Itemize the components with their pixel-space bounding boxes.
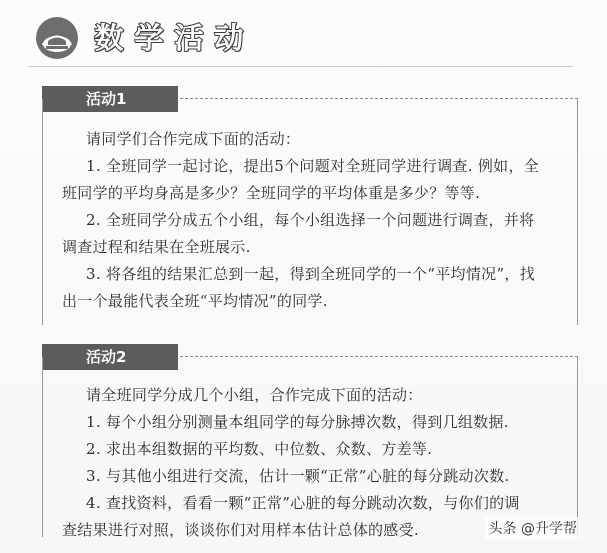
activity2-intro: 请全班同学分成几个小组，合作完成下面的活动： [86,386,423,404]
section-header [34,12,248,64]
activity1-intro: 请同学们合作完成下面的活动： [86,130,301,148]
book-logo-icon [34,15,80,61]
activity1-tab: 活动1 [42,86,178,112]
activity2-line: 查结果进行对照，谈谈你们对用样本估计总体的感受. [62,521,419,539]
activity2-line: 1. 每个小组分别测量本组同学的每分脉搏次数，得到几组数据. [86,413,509,431]
activity1-line: 调查过程和结果在全班展示. [62,238,251,256]
activity1-line: 班同学的平均身高是多少？全班同学的平均体重是多少？等等. [62,184,481,202]
activity2-line: 2. 求出本组数据的平均数、中位数、众数、方差等. [86,440,433,458]
activity2-line: 3. 与其他小组进行交流，估计一颗“正常”心脏的每分跳动次数. [86,467,510,485]
title-char: 数 [94,21,124,55]
activity1-line: 1. 全班同学一起讨论，提出5个问题对全班同学进行调查. 例如，全 [86,157,540,175]
activity1-line: 2. 全班同学分成五个小组，每个小组选择一个问题进行调查，并将 [86,211,535,229]
activity2-tab: 活动2 [42,344,178,370]
activity1-line: 3. 将各组的结果汇总到一起，得到全班同学的一个“平均情况”，找 [86,265,536,283]
header-divider [28,66,573,67]
watermark: 头条 @升学帮 [485,517,581,539]
title-char: 活 [174,21,204,55]
activity2-line: 4. 查找资料，看看一颗“正常”心脏的每分跳动次数，与你们的调 [86,494,520,512]
activity1-line: 出一个最能代表全班“平均情况”的同学. [62,292,328,310]
page-title [90,19,248,57]
title-char: 学 [134,21,164,55]
title-char: 动 [214,21,244,55]
